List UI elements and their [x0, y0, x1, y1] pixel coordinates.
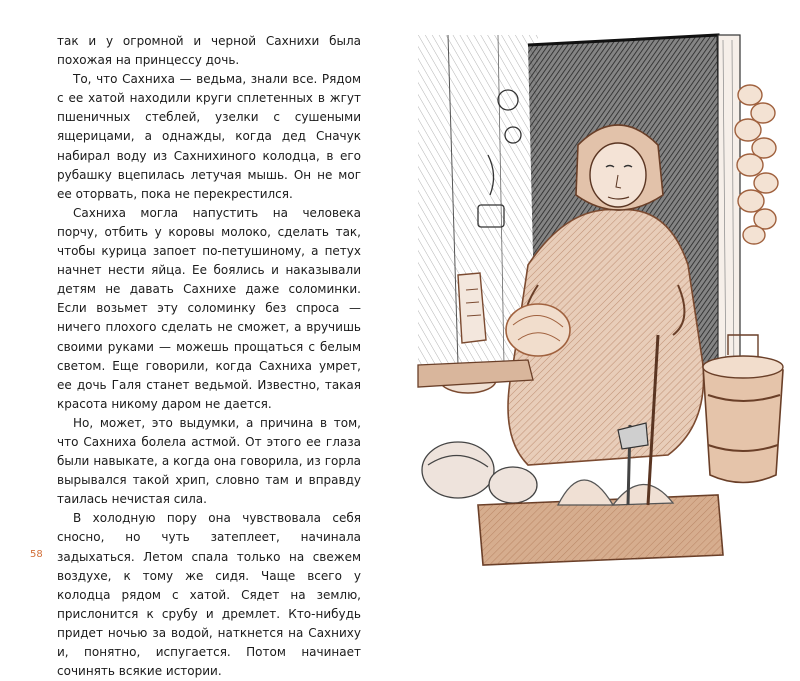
right-page [400, 0, 800, 600]
paragraph-4: Но, может, это выдумки, а причина в том, что Сахниха болела астмой. От этого ее глаза были навыкате, а когда она говорила, из горла вырывался такой хрип, словно там и вправду таилась нечистая сила. [57, 415, 361, 507]
cabbage-in-hands [506, 304, 570, 356]
onion-braid [735, 85, 778, 244]
left-page [0, 0, 400, 679]
paragraph-1: так и у огромной и черной Сахнихи была похожая на принцессу дочь. [57, 34, 361, 68]
paragraph-2: То, что Сахниха — ведьма, знали все. Рядом с ее хатой находили круги сплетенных в жгут пшеничных стеблей, узелки с сушеными ящерицами, а однажды, когда дед Сначук набирал воду из Сахнихиного колодца, в его рубашку вцепилась летучая мышь. Он не мог ее оторвать, пока не перекрестился. [57, 72, 361, 201]
page-number: 58 [30, 549, 43, 560]
body-text [57, 32, 361, 681]
paragraph-5: В холодную пору она чувствовала себя сносно, но чуть затеплеет, начинала задыхаться. Летом спала только на свежем воздухе, к тому же сидя. Чаще всего у колодца рядом с хатой. Сядет на землю, прислонится к срубу и дремлет. Кто-нибудь придет ночью за водой, наткнется на Сахниху и, понятно, испугается. Потом начинает сочинять всякие истории. [57, 511, 361, 679]
illustration-old-woman-sketch [418, 35, 788, 565]
paragraph-3: Сахниха могла напустить на человека порчу, отбить у коровы молоко, сделать так, чтобы курица запоет по-петушиному, а петух начнет нести яйца. Ее боялись и наказывали детям не давать Сахнихе даже соломинки. Если возьмет эту соломинку без спроса — ничего плохого сделать не сможет, а вручишь своими руками — можешь прощаться с белым светом. Еще говорили, когда Сахниха умрет, ее дочь Галя станет ведьмой. Известно, такая красота никому даром не дается. [57, 205, 361, 411]
door-frame [718, 35, 740, 395]
